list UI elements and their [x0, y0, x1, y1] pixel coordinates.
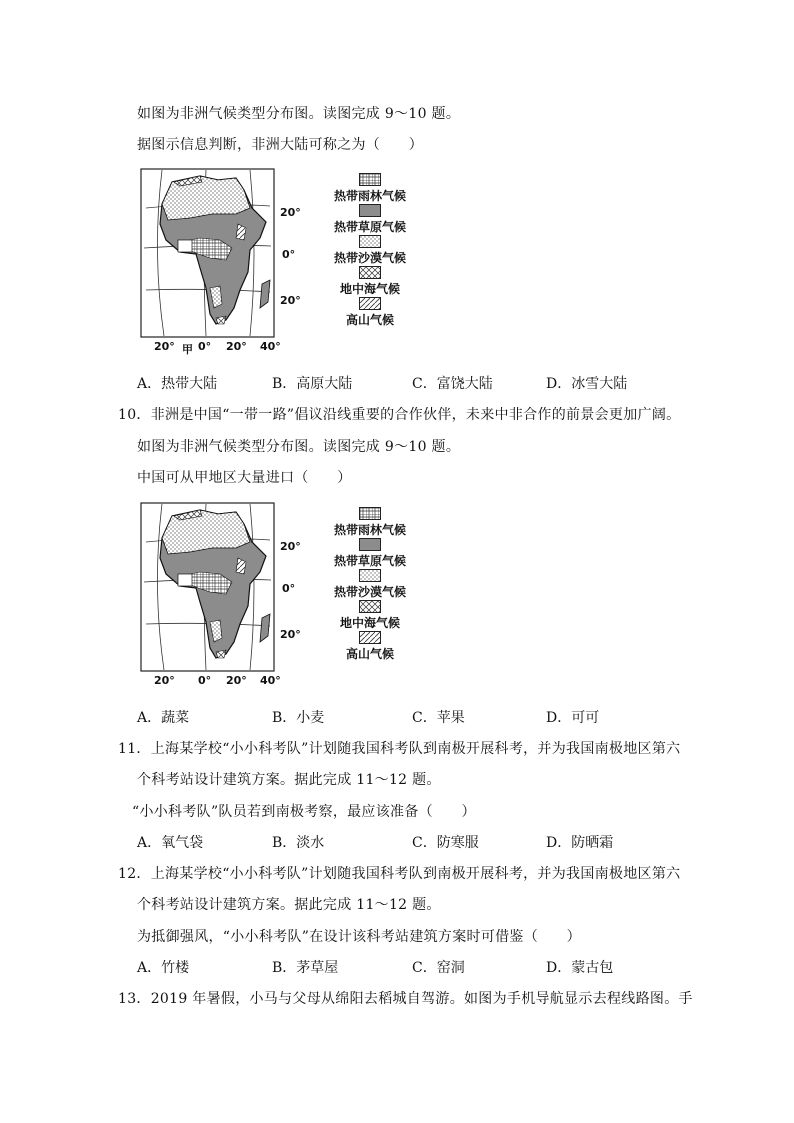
q11-option-a[interactable]: A．氧气袋 [137, 835, 204, 851]
lat-label: 甲 [182, 343, 193, 356]
q9-option-a[interactable]: A．热带大陆 [137, 376, 218, 392]
q9-option-c[interactable]: C．富饶大陆 [412, 376, 493, 392]
q12-stem: 为抵御强风，“小小科考队”在设计该科考站建筑方案时可借鉴（ ） [137, 929, 581, 945]
africa-map-graphic [140, 502, 275, 672]
lat-label: 0° [282, 582, 296, 595]
rainforest-swatch-icon [359, 173, 381, 186]
lat-label: 0° [282, 248, 296, 261]
map-legend-2 [315, 507, 425, 667]
legend-item-desert: 热带沙漠气候 [315, 569, 425, 600]
q12-option-a[interactable]: A．竹楼 [137, 960, 190, 976]
mediterranean-swatch-icon [359, 600, 381, 613]
legend-item-rainforest: 热带雨林气候 [315, 173, 425, 204]
q9-option-d[interactable]: D．冰雪大陆 [546, 376, 628, 392]
lon-label: 20° [154, 674, 175, 687]
q13-line1: 13．2019 年暑假，小马与父母从绵阳去稻城自驾游。如图为手机导航显示去程线路图。手 [118, 991, 693, 1007]
lat-label: 20° [280, 540, 301, 553]
q12-line2: 个科考站设计建筑方案。据此完成 11～12 题。 [137, 897, 441, 913]
q10-option-d[interactable]: D．可可 [546, 710, 600, 726]
alpine-swatch-icon [359, 297, 381, 310]
q10-intro: 如图为非洲气候类型分布图。读图完成 9～10 题。 [137, 439, 461, 455]
legend-item-alpine: 高山气候 [315, 297, 425, 328]
q11-line2: 个科考站设计建筑方案。据此完成 11～12 题。 [137, 772, 441, 788]
map-legend-1 [315, 173, 425, 333]
lon-label: 40° [260, 674, 281, 687]
q9-intro: 如图为非洲气候类型分布图。读图完成 9～10 题。 [137, 106, 461, 122]
lat-label: 20° [280, 206, 301, 219]
q10-option-a[interactable]: A．蔬菜 [137, 710, 190, 726]
lon-label: 20° [154, 340, 175, 353]
q11-line1: 11．上海某学校“小小科考队”计划随我国科考队到南极开展科考，并为我国南极地区第六 [118, 741, 681, 757]
q12-line1: 12．上海某学校“小小科考队”计划随我国科考队到南极开展科考，并为我国南极地区第六 [118, 866, 681, 882]
q10-stem: 中国可从甲地区大量进口（ ） [137, 470, 352, 486]
q10-option-c[interactable]: C．苹果 [412, 710, 465, 726]
lon-label: 20° [226, 340, 247, 353]
mediterranean-swatch-icon [359, 266, 381, 279]
q11-option-c[interactable]: C．防寒服 [412, 835, 479, 851]
legend-item-savanna: 热带草原气候 [315, 204, 425, 235]
q12-option-c[interactable]: C．窑洞 [412, 960, 465, 976]
savanna-swatch-icon [359, 204, 381, 217]
savanna-swatch-icon [359, 538, 381, 551]
alpine-swatch-icon [359, 631, 381, 644]
lon-label: 0° [198, 340, 212, 353]
legend-item-mediterranean: 地中海气候 [315, 600, 425, 631]
legend-item-rainforest: 热带雨林气候 [315, 507, 425, 538]
legend-item-savanna: 热带草原气候 [315, 538, 425, 569]
legend-item-desert: 热带沙漠气候 [315, 235, 425, 266]
lon-label: 40° [260, 340, 281, 353]
africa-map-graphic [140, 168, 275, 338]
q9-stem: 据图示信息判断，非洲大陆可称之为（ ） [137, 137, 423, 153]
desert-swatch-icon [359, 235, 381, 248]
rainforest-swatch-icon [359, 507, 381, 520]
q10-line1: 10．非洲是中国“一带一路”倡议沿线重要的合作伙伴，未来中非合作的前景会更加广阔。 [118, 407, 681, 423]
q12-option-d[interactable]: D．蒙古包 [546, 960, 614, 976]
q12-option-b[interactable]: B．茅草屋 [272, 960, 339, 976]
desert-swatch-icon [359, 569, 381, 582]
q11-stem: “小小科考队”队员若到南极考察，最应该准备（ ） [132, 804, 476, 820]
q11-option-d[interactable]: D．防晒霜 [546, 835, 614, 851]
q11-option-b[interactable]: B．淡水 [272, 835, 325, 851]
lat-label: 20° [280, 294, 301, 307]
legend-item-mediterranean: 地中海气候 [315, 266, 425, 297]
lon-label: 20° [226, 674, 247, 687]
lon-label: 0° [198, 674, 212, 687]
legend-item-alpine: 高山气候 [315, 631, 425, 662]
q10-option-b[interactable]: B．小麦 [272, 710, 325, 726]
q9-option-b[interactable]: B．高原大陆 [272, 376, 353, 392]
lat-label: 20° [280, 628, 301, 641]
